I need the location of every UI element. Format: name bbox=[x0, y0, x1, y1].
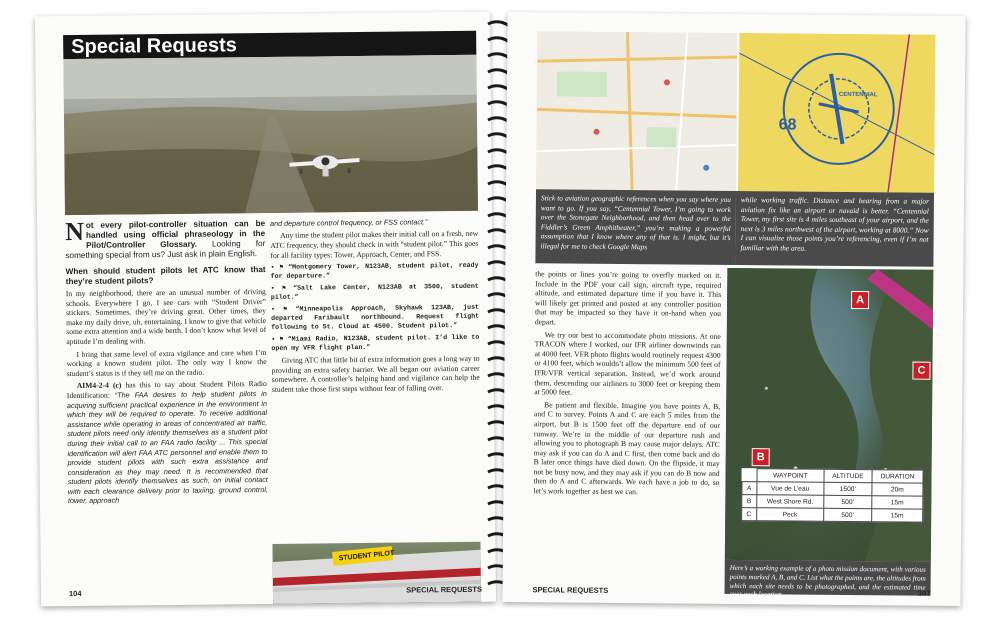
lead-tail: Looking for something special from us? Just ask in plain English. bbox=[65, 238, 266, 261]
right-page bbox=[502, 12, 965, 606]
section-heading: When should student pilots let ATC know that they’re student pilots? bbox=[65, 264, 266, 287]
column-header-duration: DURATION bbox=[872, 470, 923, 483]
lead-paragraph bbox=[65, 216, 266, 261]
sectional-label: CENTENNIAL bbox=[838, 91, 878, 99]
paragraph-r3: Be patient and flexible. Imagine you have points A, B, and C to survey. Points A and C are each 5 miles from the airport, but B is 1500 feet off the departure end of our runway. We’re in the middle of our departure rush and allowing you to photograph B may cause major delays. ATC may ask if you can do A and C first, then come back and do B later once things have died down. On the flipside, it may not be busy now, and they may ask if you can do B now and then do A and C afterwards. We each have a job to do, so let’s work together as best we can. bbox=[533, 400, 721, 497]
page-title: Special Requests bbox=[63, 31, 476, 59]
mission-satellite-image bbox=[725, 268, 934, 562]
paragraph-r1: the points or lines you’re going to overfly marked on it. Include in the PDF your call sign, aircraft type, required altitude, and estimated departure time if you have it. This will likely get printed and posted at any controller position that may be impacted so they have it on-hand when you depart. bbox=[534, 269, 722, 327]
paragraph-r2: We try our best to accommodate photo missions. At one TRACON where I worked, our IFR airliner downwinds ran at 4000 feet. VFR photo flights would routinely request 4300 or 4100 feet, which wouldn’t allow the minimum 500 feet of IFR/VFR vertical separation. Instead, we’d work around them, descending our airliners to 3000 feet or keeping them at 5000 feet. bbox=[534, 329, 721, 397]
paragraph-5: Giving ATC that little bit of extra information goes a long way to providing an extra safety barrier. We all began our aviation career somewhere. A controller’s helping hand and vigilance can help the student take those first steps without fear of falling over. bbox=[271, 353, 480, 394]
table-row: C Peck 500’ 15m bbox=[742, 508, 923, 523]
left-column-1 bbox=[65, 216, 268, 509]
table-row: A Vue de L’eau 1500’ 20m bbox=[742, 482, 923, 497]
running-footer-right: SPECIAL REQUESTS bbox=[532, 585, 609, 595]
aircraft-photo bbox=[63, 55, 478, 215]
example-call-1: • ⚑ “Montgomery Tower, N123AB, student pilot, ready for departure.” bbox=[270, 261, 479, 281]
paragraph-4: Any time the student pilot makes their initial call on a fresh, new ATC frequency, they should check in with “student pilot.” This goes for all facility types: Tower, Approach, Center, and FSS. bbox=[270, 229, 479, 260]
street-map bbox=[536, 31, 737, 191]
drop-cap: N bbox=[65, 216, 85, 247]
column-header-altitude: ALTITUDE bbox=[824, 469, 872, 482]
map-caption-left: Stick to aviation geographic references when you say where you want to go. If you say, “Centennial Tower, I’m going to work over the Stonegate Neighborhood, and then head over to the Fiddler’s Green Amphitheater,” you’re making a powerful assumption that I know where any of that is. I might, but it’s illegal for me to check Google Maps bbox=[535, 189, 736, 265]
waypoint-table bbox=[741, 468, 923, 523]
paragraph-3-text: has this to say about Student Pilots Radio Identification: bbox=[66, 379, 267, 401]
marker-c: C bbox=[912, 362, 930, 380]
poi-icon bbox=[594, 129, 600, 135]
left-page bbox=[35, 12, 496, 607]
sticker-label: STUDENT PILOT bbox=[338, 549, 395, 563]
street-map-illustration bbox=[536, 31, 737, 191]
marker-a: A bbox=[851, 291, 869, 309]
poi-icon bbox=[664, 79, 670, 85]
paragraph-1: In my neighborhood, there are an unusual number of driving schools. Everywhere I go, I see cars with “Student Driver” stickers. Sometimes, they’re driving great. Other times, they make my daily drive, uh, entertaining. I know to give that vehicle some extra attention and a wide berth. I don’t know what level of aptitude I’m dealing with. bbox=[65, 286, 267, 347]
radio-icon: ⚑ bbox=[279, 336, 284, 344]
column-header-waypoint: WAYPOINT bbox=[756, 469, 824, 483]
radio-icon: ⚑ bbox=[279, 263, 284, 272]
example-call-4: • ⚑ “Miami Radio, N123AB, student pilot. I’d like to open my VFR flight plan.” bbox=[271, 333, 480, 353]
map-caption-right: while working traffic. Distance and bearing from a major aviation fix like an airport or navaid is better. “Centennial Tower, my first site is 4 miles southeast of your airport, and the next is 3 miles northwest of the airport, working at 8000.” Now I can visualize those points you’re referencing, even if I’m not familiar with the area. bbox=[735, 191, 934, 267]
paragraph-3 bbox=[67, 379, 268, 506]
lead-bold: ot every pilot-controller situation can be handled using official phraseology in the Pilot/Controller Glossary. bbox=[85, 218, 266, 250]
running-footer-left: SPECIAL REQUESTS bbox=[406, 584, 482, 595]
table-row: B West Shore Rd. 500’ 15m bbox=[742, 495, 923, 510]
marker-b: B bbox=[752, 448, 770, 466]
example-call-2: • ⚑ “Salt Lake Center, N123AB at 3500, student pilot.” bbox=[270, 282, 479, 302]
radio-icon: ⚑ bbox=[281, 284, 286, 293]
radio-icon: ⚑ bbox=[283, 305, 288, 314]
sectional-number: 68 bbox=[778, 116, 797, 134]
page-number-right: 107 bbox=[917, 588, 931, 598]
example-call-3: • ⚑ “Minneapolis Approach, Skyhawk 123AB, just departed Faribault northbound. Request flight following to St. Cloud at 4500. Student pilot.” bbox=[270, 303, 480, 332]
photo-caption: Here’s a working example of a photo mission document, with various points marked A, B, and C. List what the points are, the altitudes from which each site needs to be photographed, and the estimated time over each location. bbox=[725, 560, 931, 596]
left-column-2 bbox=[270, 217, 480, 398]
landscape-illustration bbox=[63, 55, 478, 215]
right-column-1 bbox=[533, 269, 721, 500]
cessna-illustration bbox=[272, 542, 481, 604]
cessna-photo bbox=[272, 542, 481, 604]
aim-quote-continued: and departure control frequency, or FSS contact.” bbox=[270, 217, 428, 228]
page-number-left: 104 bbox=[68, 588, 82, 599]
aim-quote: “The FAA desires to help student pilots in acquiring sufficient practical experience in the environment in which they will be required to operate. To receive additional assistance while operating in areas of concentrated air traffic, student pilots need only identify themselves as a student pilot during their initial call to an FAA radio facility ... This special identification will alert FAA ATC personnel and enable them to provide student pilots with such extra assistance and consideration as they may need. It is recommended that student pilots identify themselves as such, on initial contact with each clearance delivery prior to taxiing, ground control, tower, approach bbox=[66, 388, 268, 506]
aim-reference: AIM4-2-4 (c) bbox=[76, 380, 122, 391]
paragraph-2: I bring that same level of extra vigilance and care when I’m working a known student pilot. The only way I know the student’s status is if they tell me on the radio. bbox=[66, 347, 267, 378]
sectional-chart bbox=[738, 33, 935, 193]
poi-icon bbox=[703, 165, 709, 171]
sectional-chart-illustration bbox=[738, 33, 935, 193]
